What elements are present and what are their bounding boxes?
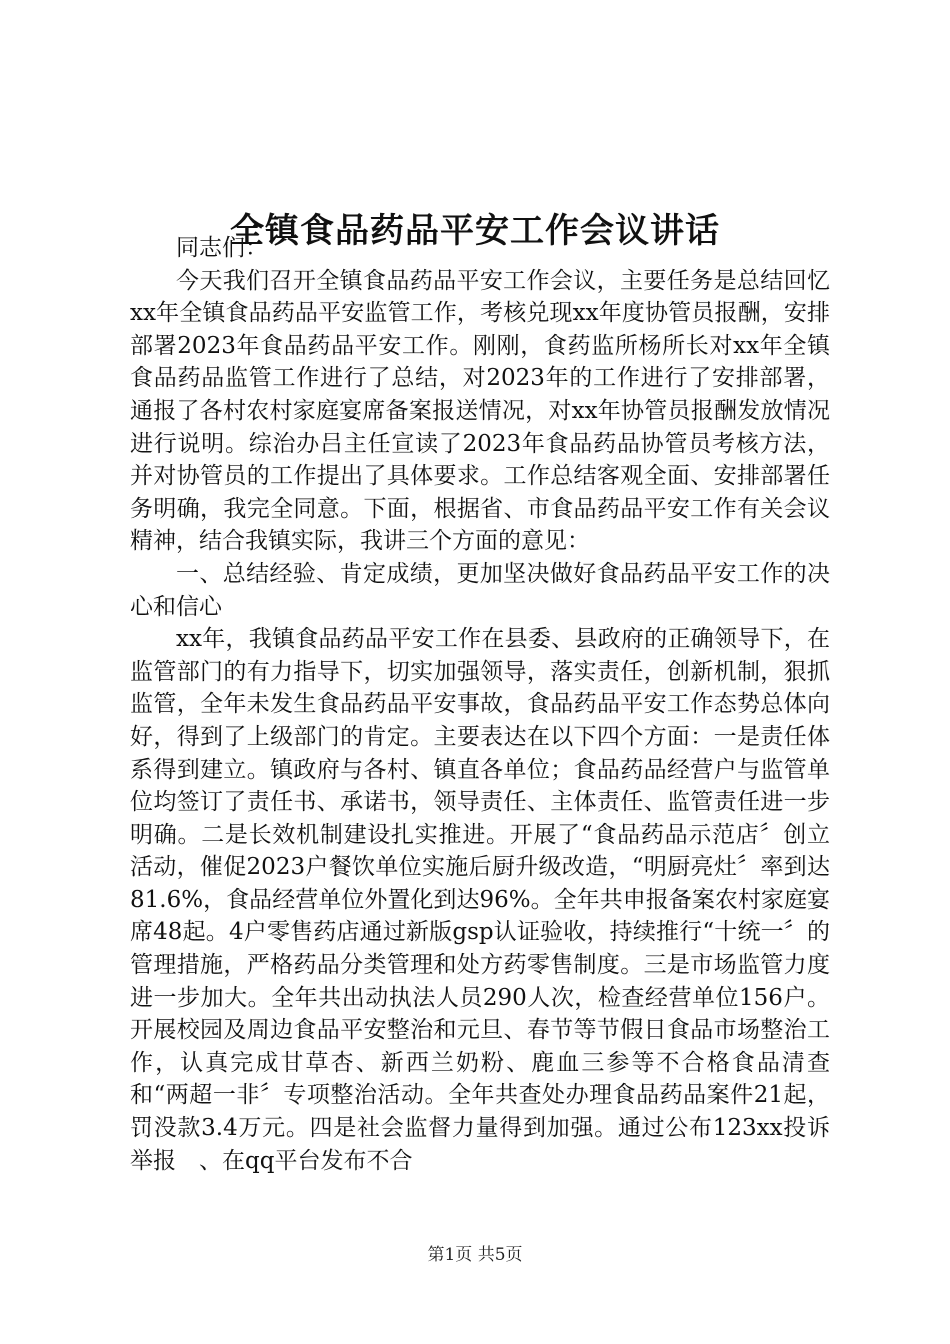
section-heading-1: 一、总结经验、肯定成绩，更加坚决做好食品药品平安工作的决心和信心 — [130, 560, 830, 620]
paragraph-intro: 今天我们召开全镇食品药品平安工作会议，主要任务是总结回忆xx年全镇食品药品平安监管工作，考核兑现xx年度协管员报酬，安排部署2023年食品药品平安工作。刚刚，食药监所杨所长对xx年全镇食品药品监管工作进行了总结，对2023年的工作进行了安排部署，通报了各村农村家庭宴席备案报送情况，对xx年协管员报酬发放情况进行说明。综治办吕主任宣读了2023年食品药品协管员考核方法，并对协管员的工作提出了具体要求。工作总结客观全面、安排部署任务明确，我完全同意。下面，根据省、市食品药品平安工作有关会议精神，结合我镇实际，我讲三个方面的意见： — [130, 267, 830, 555]
page-number-footer: 第1页 共5页 — [427, 1245, 523, 1265]
document-body — [130, 232, 830, 1177]
document-title: 全镇食品药品平安工作会议讲话 — [230, 210, 720, 251]
salutation: 同志们： — [176, 235, 268, 261]
paragraph-achievements: xx年，我镇食品药品平安工作在县委、县政府的正确领导下，在监管部门的有力指导下，切实加强领导，落实责任，创新机制，狠抓监管，全年未发生食品药品平安事故，食品药品平安工作态势总体向好，得到了上级部门的肯定。主要表达在以下四个方面：一是责任体系得到建立。镇政府与各村、镇直各单位；食品药品经营户与监管单位均签订了责任书、承诺书，领导责任、主体责任、监管责任进一步明确。二是长效机制建设扎实推进。开展了“食品药品示范店〞创立活动，催促2023户餐饮单位实施后厨升级改造，“明厨亮灶〞率到达81.6%，食品经营单位外置化到达96%。全年共申报备案农村家庭宴席48起。4户零售药店通过新版gsp认证验收，持续推行“十统一〞的管理措施，严格药品分类管理和处方药零售制度。三是市场监管力度进一步加大。全年共出动执法人员290人次，检查经营单位156户。开展校园及周边食品平安整治和元旦、春节等节假日食品市场整治工作，认真完成甘草杏、新西兰奶粉、鹿血三参等不合格食品清查和“两超一非〞专项整治活动。全年共查处办理食品药品案件21起，罚没款3.4万元。四是社会监督力量得到加强。通过公布123xx投诉举报 、在qq平台发布不合 — [130, 626, 830, 1174]
